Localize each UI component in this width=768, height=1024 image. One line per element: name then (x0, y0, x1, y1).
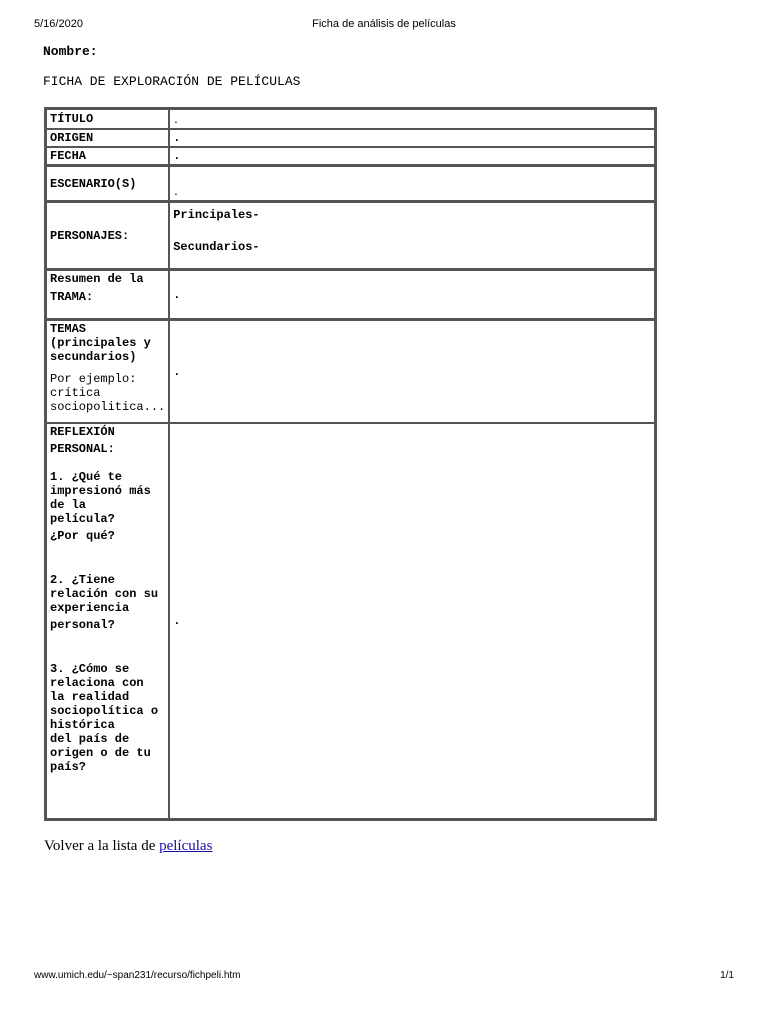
peliculas-link[interactable]: películas (159, 838, 213, 854)
personajes-principales: Principales- (173, 208, 260, 222)
temas-label-line1: TEMAS (50, 322, 87, 336)
q2-line1: 2. ¿Tiene (50, 573, 115, 587)
row-reflexion (46, 423, 655, 819)
q2-line2: relación con su (50, 587, 159, 601)
q1-line2: impresionó más (50, 484, 151, 498)
q1-line5: ¿Por qué? (50, 529, 115, 543)
q3-line1: 3. ¿Cómo se (50, 662, 130, 676)
q3-line4: sociopolítica o (50, 704, 159, 718)
row-fecha (46, 147, 655, 165)
personajes-secundarios: Secundarios- (173, 240, 260, 254)
temas-value[interactable]: . (169, 319, 655, 423)
print-date: 5/16/2020 (34, 18, 83, 30)
q3-line2: relaciona con (50, 676, 144, 690)
q2-line4: personal? (50, 618, 115, 632)
q3-line7: origen o de tu (50, 746, 151, 760)
row-temas (46, 319, 655, 423)
question-3 (50, 662, 165, 774)
temas-label-line2: (principales y (50, 336, 151, 350)
print-title: Ficha de análisis de películas (312, 18, 456, 30)
fecha-value[interactable]: . (169, 147, 655, 165)
personajes-value[interactable] (169, 201, 655, 269)
trama-label-line1: Resumen de la (50, 272, 144, 286)
temas-example-line3: sociopolitica... (50, 400, 166, 414)
q1-line4: película? (50, 512, 115, 526)
name-label: Nombre: (43, 44, 98, 59)
temas-example-line1: Por ejemplo: (50, 372, 137, 386)
row-personajes (46, 201, 655, 269)
q1-line3: de la (50, 498, 87, 512)
reflexion-label-line1: REFLEXIÓN (50, 425, 115, 439)
q3-line6: del país de (50, 732, 130, 746)
origen-value[interactable]: . (169, 129, 655, 147)
q1-line1: 1. ¿Qué te (50, 470, 123, 484)
reflexion-value[interactable]: . (169, 423, 655, 819)
trama-value[interactable]: . (169, 269, 655, 319)
question-2 (50, 573, 165, 632)
personajes-label: PERSONAJES: (46, 201, 169, 269)
q3-line5: histórica (50, 718, 115, 732)
question-1 (50, 470, 165, 543)
back-prefix: Volver a la lista de (44, 838, 160, 854)
fecha-label: FECHA (46, 147, 169, 165)
reflexion-label (46, 423, 169, 819)
print-page-number: 1/1 (720, 970, 734, 981)
trama-label (46, 269, 169, 319)
temas-example (50, 372, 165, 414)
temas-label-line3: secundarios) (50, 350, 137, 364)
page-title: FICHA DE EXPLORACIÓN DE PELÍCULAS (43, 74, 301, 89)
temas-label (46, 319, 169, 423)
row-titulo (46, 109, 655, 129)
escenario-value[interactable]: . (169, 165, 655, 201)
row-trama (46, 269, 655, 319)
trama-label-line2: TRAMA: (50, 290, 94, 304)
back-to-list (44, 838, 212, 855)
titulo-label: TÍTULO (46, 109, 169, 129)
titulo-value[interactable]: . (169, 109, 655, 129)
row-escenario (46, 165, 655, 201)
reflexion-label-line2: PERSONAL: (50, 442, 115, 456)
q2-line3: experiencia (50, 601, 130, 615)
print-url: www.umich.edu/~span231/recurso/fichpeli.htm (34, 970, 241, 981)
temas-example-line2: crítica (50, 386, 101, 400)
film-analysis-table (44, 107, 657, 821)
q3-line8: país? (50, 760, 87, 774)
row-origen (46, 129, 655, 147)
q3-line3: la realidad (50, 690, 130, 704)
origen-label: ORIGEN (46, 129, 169, 147)
escenario-label: ESCENARIO(S) (46, 165, 169, 201)
